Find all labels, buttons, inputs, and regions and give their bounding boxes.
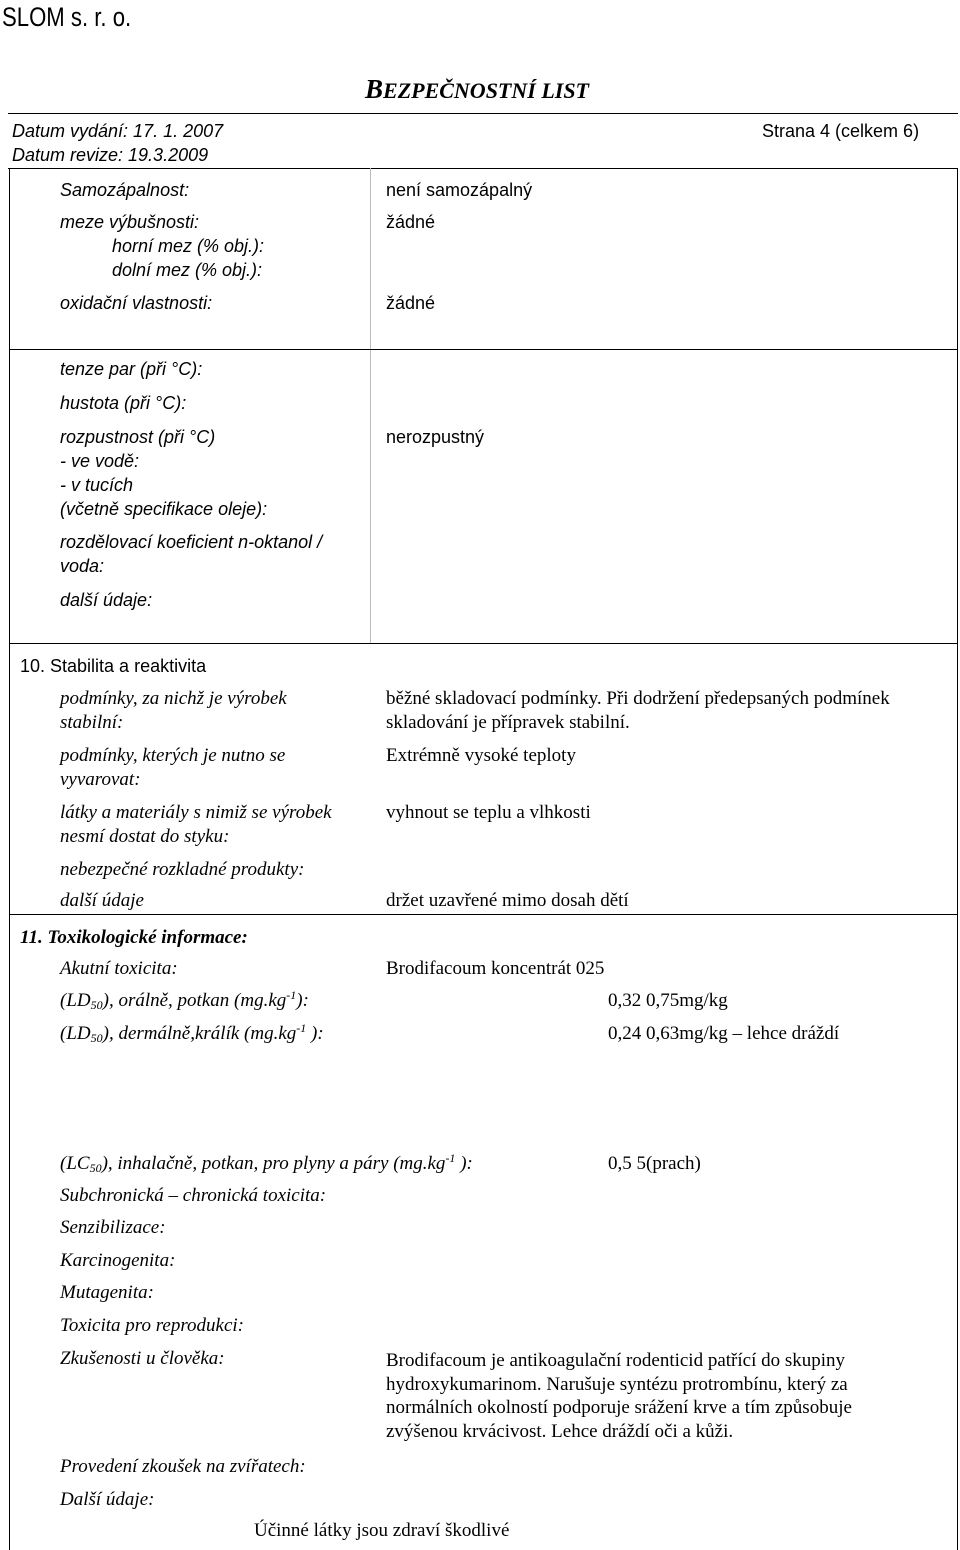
self-ignition-value: není samozápalný	[386, 180, 533, 200]
lc50-inhalation-suffix: ):	[455, 1153, 473, 1174]
animal-tests-label: Provedení zkoušek na zvířatech:	[60, 1456, 306, 1477]
vapour-pressure-label: tenze par (při °C):	[60, 359, 203, 379]
human-experience-value-line3: normálních okolností podporuje srážení krve a tím způsobuje	[386, 1397, 852, 1418]
incompatible-materials-label-cont: nesmí dostat do styku:	[60, 826, 230, 847]
mutagenicity-label: Mutagenita:	[60, 1282, 154, 1303]
oxidizing-value: žádné	[386, 293, 436, 313]
section11-right-border	[957, 914, 958, 1550]
section11-further-label: Další údaje:	[60, 1489, 155, 1510]
partition-coefficient-label-cont: voda:	[60, 556, 105, 576]
human-experience-value-line2: hydroxykumarinom. Narušuje syntézu protrombínu, který za	[386, 1374, 848, 1395]
ld50-dermal-subscript: 50	[90, 1031, 103, 1045]
solubility-fats-label: - v tucích	[60, 475, 134, 495]
lower-limit-label: dolní mez (% obj.):	[112, 260, 263, 280]
ld50-dermal-suffix: ):	[306, 1023, 324, 1044]
lc50-inhalation-exponent: -1	[445, 1151, 456, 1165]
header-top-rule	[8, 113, 958, 114]
header-bottom-rule	[8, 168, 958, 169]
conditions-to-avoid-value: Extrémně vysoké teploty	[386, 745, 576, 766]
acute-toxicity-value: Brodifacoum koncentrát 025	[386, 958, 605, 979]
solubility-value: nerozpustný	[386, 427, 485, 447]
self-ignition-label: Samozápalnost:	[60, 180, 190, 200]
ld50-dermal-middle: ), dermálně,králík (mg.kg	[102, 1023, 297, 1044]
lc50-inhalation-subscript: 50	[89, 1161, 102, 1175]
document-title-rest: EZPEČNOSTNÍ LIST	[383, 78, 589, 103]
section9-bottom-rule	[9, 643, 957, 644]
section9-mid-rule	[9, 349, 957, 350]
ld50-oral-value: 0,32 0,75mg/kg	[608, 990, 728, 1011]
section11-left-border	[9, 914, 10, 1550]
partition-coefficient-label: rozdělovací koeficient n-oktanol /	[60, 532, 323, 552]
carcinogenicity-label: Karcinogenita:	[60, 1250, 176, 1271]
oil-specification-label: (včetně specifikace oleje):	[60, 499, 268, 519]
explosive-limits-value: žádné	[386, 212, 436, 232]
section9-left-border	[9, 168, 10, 644]
ld50-oral-exponent: -1	[286, 988, 297, 1002]
company-name: SLOM s. r. o.	[2, 2, 132, 32]
stability-conditions-label: podmínky, za nichž je výrobek	[60, 688, 287, 709]
section9-right-border	[957, 168, 958, 644]
ld50-oral-middle: ), orálně, potkan (mg.kg	[102, 990, 287, 1011]
ld50-dermal-label	[60, 1023, 324, 1045]
document-title	[365, 74, 589, 105]
solubility-label: rozpustnost (při °C)	[60, 427, 216, 447]
section10-further-label: další údaje	[60, 890, 144, 911]
section10-title-text: 10. Stabilita a reaktivita	[20, 656, 207, 676]
section10-title	[20, 656, 206, 677]
oxidizing-label: oxidační vlastnosti:	[60, 293, 213, 313]
section9-column-divider	[370, 168, 371, 644]
active-substances-note: Účinné látky jsou zdraví škodlivé	[254, 1520, 510, 1541]
stability-conditions-value-cont: skladování je přípravek stabilní.	[386, 712, 630, 733]
reproductive-toxicity-label: Toxicita pro reprodukci:	[60, 1315, 244, 1336]
ld50-dermal-value: 0,24 0,63mg/kg – lehce dráždí	[608, 1023, 840, 1044]
page-number: Strana 4 (celkem 6)	[762, 121, 920, 141]
section11-title: 11. Toxikologické informace:	[20, 927, 248, 948]
acute-toxicity-label: Akutní toxicita:	[60, 958, 178, 979]
decomposition-products-label: nebezpečné rozkladné produkty:	[60, 859, 305, 880]
upper-limit-label: horní mez (% obj.):	[112, 236, 265, 256]
sensitization-label: Senzibilizace:	[60, 1217, 166, 1238]
stability-conditions-label-cont: stabilní:	[60, 712, 124, 733]
lc50-inhalation-value: 0,5 5(prach)	[608, 1153, 701, 1174]
lc50-inhalation-label	[60, 1153, 473, 1175]
revision-date: Datum revize: 19.3.2009	[12, 145, 209, 165]
solubility-water-label: - ve vodě:	[60, 451, 140, 471]
section10-left-border	[9, 643, 10, 915]
human-experience-value-line4: zvýšenou krvácivost. Lehce dráždí oči a kůži.	[386, 1421, 734, 1442]
ld50-oral-subscript: 50	[90, 998, 103, 1012]
incompatible-materials-label: látky a materiály s nimiž se výrobek	[60, 802, 332, 823]
ld50-dermal-prefix: (LD	[60, 1023, 91, 1044]
ld50-oral-label	[60, 990, 309, 1012]
section10-bottom-rule	[9, 914, 957, 915]
ld50-dermal-exponent: -1	[296, 1021, 307, 1035]
subchronic-toxicity-label: Subchronická – chronická toxicita:	[60, 1185, 327, 1206]
section10-further-value: držet uzavřené mimo dosah dětí	[386, 890, 629, 911]
conditions-to-avoid-label-cont: vyvarovat:	[60, 769, 141, 790]
explosive-limits-label: meze výbušnosti:	[60, 212, 200, 232]
section10-right-border	[957, 643, 958, 915]
human-experience-label: Zkušenosti u člověka:	[60, 1348, 225, 1369]
issue-date: Datum vydání: 17. 1. 2007	[12, 121, 224, 141]
human-experience-value-line1: Brodifacoum je antikoagulační rodenticid patřící do skupiny	[386, 1350, 846, 1371]
lc50-inhalation-middle: ), inhalačně, potkan, pro plyny a páry (mg.kg	[101, 1153, 446, 1174]
ld50-oral-prefix: (LD	[60, 990, 91, 1011]
ld50-oral-suffix: ):	[296, 990, 309, 1011]
conditions-to-avoid-label: podmínky, kterých je nutno se	[60, 745, 286, 766]
lc50-inhalation-prefix: (LC	[60, 1153, 90, 1174]
section9-further-info-label: další údaje:	[60, 590, 153, 610]
density-label: hustota (při °C):	[60, 393, 187, 413]
document-title-initial: B	[365, 74, 384, 104]
stability-conditions-value: běžné skladovací podmínky. Při dodržení předepsaných podmínek	[386, 688, 890, 709]
incompatible-materials-value: vyhnout se teplu a vlhkosti	[386, 802, 591, 823]
